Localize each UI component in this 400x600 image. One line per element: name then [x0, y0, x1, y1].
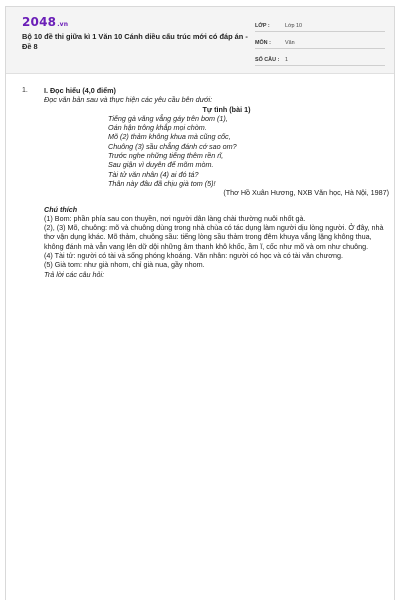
poem-line: Sau giận vì duyên để mõm mòm.	[108, 160, 214, 170]
poem-source: (Thơ Hồ Xuân Hương, NXB Văn học, Hà Nội, 1987)	[223, 188, 389, 198]
instruction-text: Đọc văn bản sau và thực hiện các yêu cầu bên dưới:	[44, 95, 213, 105]
meta-label-count: SỐ CÂU :	[255, 57, 280, 63]
poem-line: Mõ (2) thảm không khua mà cũng cốc,	[108, 132, 231, 142]
question-content	[44, 86, 389, 279]
logo-text: 2048	[22, 15, 57, 29]
section-heading: I. Đọc hiểu (4,0 điểm)	[44, 86, 116, 95]
poem-line: Tiếng gà văng vẳng gáy trên bom (1),	[108, 113, 228, 123]
notes-heading: Chú thích	[44, 204, 78, 214]
poem-line: Chuông (3) sầu chẳng đánh cớ sao om?	[108, 141, 237, 151]
meta-info	[255, 15, 385, 66]
logo-tld: .vn	[57, 21, 69, 28]
note-item: (4) Tài tử: người có tài và sống phóng khoáng. Văn nhân: người có học và có tài văn chương.	[44, 251, 343, 261]
note-item: (5) Già tom: như già nhom, chỉ già nua, gầy nhom.	[44, 260, 205, 270]
note-item: (2), (3) Mõ, chuông: mõ và chuông dùng trong nhà chùa có tác dụng làm người dịu lòng người. Ở đây, nhà thơ vận dụng khác. Mõ thảm, chuông sầu: tiếng lòng sầu thảm trong đêm khuya vắng lặng không thua, không đánh mà vẫn vang lên dữ dội những âm thanh khô khốc, ầm ĩ, cốc như mõ và om như chuông.	[44, 223, 384, 251]
answer-prompt: Trả lời các câu hỏi:	[44, 269, 105, 279]
meta-row-subject	[255, 32, 385, 49]
document-title: Bộ 10 đề thi giữa kì 1 Văn 10 Cánh diều cấu trúc mới có đáp án - Đề 8	[22, 32, 248, 51]
meta-value-class: Lớp 10	[285, 23, 303, 29]
document-header	[6, 7, 394, 74]
note-item: (1) Bom: phần phía sau con thuyền, nơi người dân làng chài thường nuôi nhốt gà.	[44, 213, 306, 223]
document-page	[5, 6, 395, 600]
meta-value-count: 1	[285, 57, 288, 63]
poem-line: Oán hận trông khắp mọi chòm.	[108, 123, 207, 133]
poem-line: Trước nghe những tiếng thêm rền rĩ,	[108, 151, 224, 161]
meta-label-subject: MÔN :	[255, 40, 271, 46]
meta-row-count	[255, 49, 385, 66]
poem	[108, 114, 389, 188]
poem-title: Tự tình (bài 1)	[202, 104, 251, 114]
poem-line: Thân này đâu đã chịu già tom (5)!	[108, 178, 216, 188]
meta-row-class	[255, 15, 385, 32]
site-logo[interactable]	[22, 15, 68, 29]
poem-line: Tài tử văn nhân (4) ai đó tá?	[108, 169, 199, 179]
meta-label-class: LỚP :	[255, 23, 270, 29]
meta-value-subject: Văn	[285, 40, 295, 46]
question-number: 1.	[22, 87, 28, 94]
